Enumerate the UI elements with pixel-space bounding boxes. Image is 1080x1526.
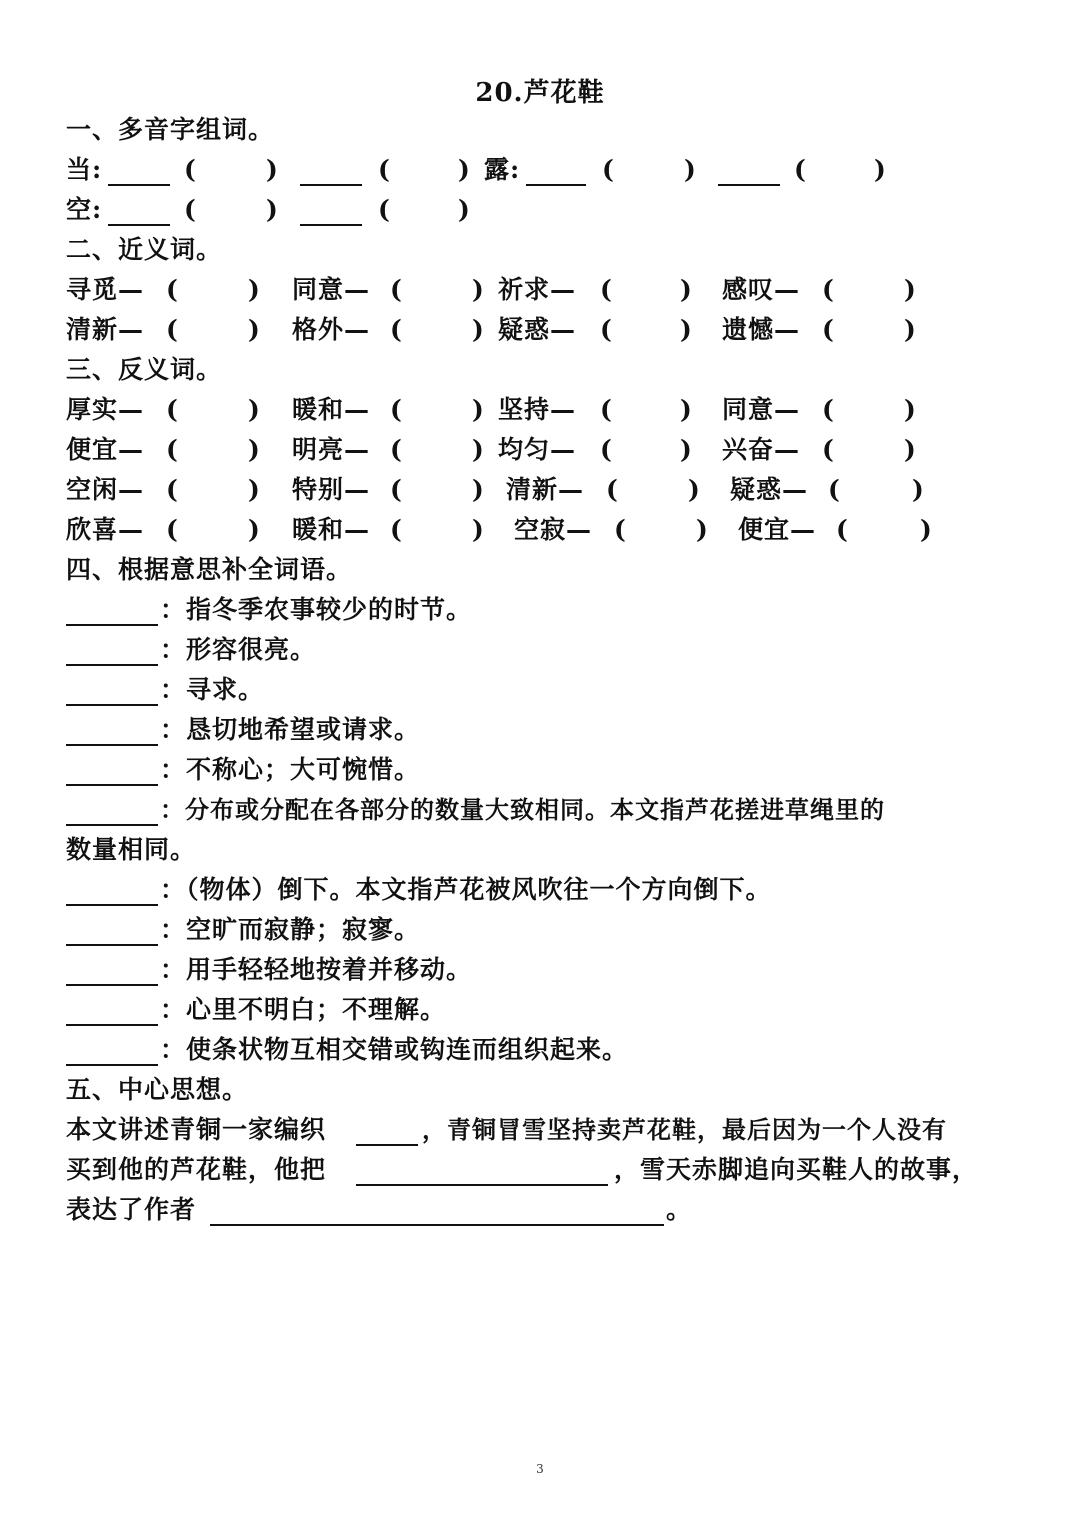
open-paren: ( (166, 515, 179, 544)
synonym-word: 格外— (292, 315, 371, 344)
open-paren: ( (600, 395, 613, 424)
close-paren: ) (684, 155, 697, 184)
answer-blank[interactable] (66, 598, 158, 626)
section-4-heading: 四、根据意思补全词语。 (66, 555, 353, 584)
open-paren: ( (836, 515, 849, 544)
close-paren: ) (904, 435, 917, 464)
close-paren: ) (248, 475, 261, 504)
antonym-word: 厚实— (66, 395, 145, 424)
synonym-word: 疑惑— (498, 315, 577, 344)
antonym-word: 特别— (292, 475, 371, 504)
definition-item (66, 710, 1016, 750)
open-paren: ( (378, 195, 391, 224)
close-paren: ) (458, 155, 471, 184)
answer-blank[interactable] (108, 158, 170, 186)
definition-text: ：不称心；大可惋惜。 (160, 755, 421, 784)
open-paren: ( (166, 475, 179, 504)
close-paren: ) (472, 515, 485, 544)
antonym-word: 坚持— (498, 395, 577, 424)
answer-blank[interactable] (66, 798, 158, 826)
definition-text: ：恳切地希望或请求。 (160, 715, 421, 744)
definition-item (66, 750, 1016, 790)
summary-line-1 (66, 1110, 1016, 1150)
close-paren: ) (248, 315, 261, 344)
answer-blank[interactable] (66, 1038, 158, 1066)
open-paren: ( (822, 315, 835, 344)
antonym-word: 明亮— (292, 435, 371, 464)
answer-blank[interactable] (66, 758, 158, 786)
open-paren: ( (166, 395, 179, 424)
open-paren: ( (390, 275, 403, 304)
antonym-word: 清新— (506, 475, 585, 504)
open-paren: ( (600, 435, 613, 464)
open-paren: ( (822, 275, 835, 304)
synonym-word: 遗憾— (722, 315, 801, 344)
definition-text: ：形容很亮。 (160, 635, 317, 664)
antonym-word: 疑惑— (730, 475, 809, 504)
antonym-word: 同意— (722, 395, 801, 424)
answer-blank[interactable] (66, 958, 158, 986)
open-paren: ( (794, 155, 807, 184)
answer-blank[interactable] (66, 638, 158, 666)
answer-blank[interactable] (66, 998, 158, 1026)
open-paren: ( (822, 435, 835, 464)
definition-item (66, 670, 1016, 710)
definition-item (66, 790, 1016, 830)
definition-item (66, 910, 1016, 950)
definition-item (66, 1030, 1016, 1070)
close-paren: ) (696, 515, 709, 544)
open-paren: ( (166, 435, 179, 464)
antonym-row (66, 390, 1026, 430)
open-paren: ( (390, 395, 403, 424)
section-1-heading: 一、多音字组词。 (66, 115, 275, 144)
summary-text: 本文讲述青铜一家编织 (66, 1115, 327, 1144)
close-paren: ) (248, 515, 261, 544)
answer-blank[interactable] (210, 1198, 664, 1226)
open-paren: ( (166, 275, 179, 304)
close-paren: ) (904, 395, 917, 424)
definition-text: ：空旷而寂静；寂寥。 (160, 915, 421, 944)
polyphone-char-kong: 空: (66, 195, 103, 224)
antonym-word: 均匀— (498, 435, 577, 464)
open-paren: ( (378, 155, 391, 184)
summary-text: 买到他的芦花鞋，他把 (66, 1155, 327, 1184)
open-paren: ( (390, 515, 403, 544)
close-paren: ) (680, 275, 693, 304)
answer-blank[interactable] (356, 1118, 418, 1146)
definition-item (66, 990, 1016, 1030)
summary-line-3 (66, 1190, 1016, 1230)
summary-line-2 (66, 1150, 1016, 1190)
definition-item (66, 630, 1016, 670)
open-paren: ( (166, 315, 179, 344)
definition-text: ：心里不明白；不理解。 (160, 995, 447, 1024)
open-paren: ( (614, 515, 627, 544)
polyphone-char-lu: 露: (484, 155, 521, 184)
open-paren: ( (828, 475, 841, 504)
antonym-word: 便宜— (66, 435, 145, 464)
synonym-row (66, 310, 1026, 350)
answer-blank[interactable] (526, 158, 586, 186)
open-paren: ( (600, 315, 613, 344)
summary-text: ，青铜冒雪坚持卖芦花鞋，最后因为一个人没有 (422, 1115, 947, 1144)
synonym-word: 感叹— (722, 275, 801, 304)
answer-blank[interactable] (66, 678, 158, 706)
definition-item (66, 870, 1016, 910)
antonym-word: 空闲— (66, 475, 145, 504)
section-3-heading: 三、反义词。 (66, 355, 223, 384)
close-paren: ) (920, 515, 933, 544)
synonym-word: 寻觅— (66, 275, 145, 304)
answer-blank[interactable] (300, 158, 362, 186)
section-2-heading: 二、近义词。 (66, 235, 223, 264)
open-paren: ( (390, 315, 403, 344)
answer-blank[interactable] (108, 198, 170, 226)
close-paren: ) (248, 275, 261, 304)
antonym-word: 欣喜— (66, 515, 145, 544)
close-paren: ) (266, 155, 279, 184)
close-paren: ) (472, 315, 485, 344)
answer-blank[interactable] (718, 158, 780, 186)
open-paren: ( (184, 155, 197, 184)
open-paren: ( (184, 195, 197, 224)
close-paren: ) (680, 435, 693, 464)
definition-text: ：使条状物互相交错或钩连而组织起来。 (160, 1035, 629, 1064)
open-paren: ( (602, 155, 615, 184)
definition-text: ：分布或分配在各部分的数量大致相同。本文指芦花搓进草绳里的 (160, 795, 885, 824)
open-paren: ( (606, 475, 619, 504)
close-paren: ) (472, 395, 485, 424)
antonym-word: 空寂— (514, 515, 593, 544)
close-paren: ) (680, 395, 693, 424)
polyphone-row-1 (66, 150, 1026, 190)
polyphone-char-dang: 当: (66, 155, 103, 184)
definition-text: ：寻求。 (160, 675, 265, 704)
close-paren: ) (912, 475, 925, 504)
close-paren: ) (458, 195, 471, 224)
summary-text: 。 (666, 1195, 693, 1224)
synonym-word: 清新— (66, 315, 145, 344)
page-number: 3 (536, 1462, 544, 1476)
open-paren: ( (600, 275, 613, 304)
definition-item (66, 950, 1016, 990)
summary-text: ，雪天赤脚追向买鞋人的故事， (614, 1155, 979, 1184)
close-paren: ) (680, 315, 693, 344)
antonym-row (66, 470, 1026, 510)
synonym-word: 同意— (292, 275, 371, 304)
close-paren: ) (904, 275, 917, 304)
close-paren: ) (472, 475, 485, 504)
close-paren: ) (874, 155, 887, 184)
summary-text: 表达了作者 (66, 1195, 197, 1224)
definition-text: ：指冬季农事较少的时节。 (160, 595, 473, 624)
answer-blank[interactable] (66, 918, 158, 946)
antonym-word: 暖和— (292, 395, 371, 424)
definition-continuation: 数量相同。 (66, 835, 197, 864)
answer-blank[interactable] (66, 718, 158, 746)
antonym-row (66, 430, 1026, 470)
open-paren: ( (390, 475, 403, 504)
page-title: 20.芦花鞋 (475, 78, 605, 108)
answer-blank[interactable] (356, 1158, 608, 1186)
polyphone-row-2 (66, 190, 1026, 230)
close-paren: ) (248, 435, 261, 464)
definition-item (66, 590, 1016, 630)
answer-blank[interactable] (66, 878, 158, 906)
close-paren: ) (248, 395, 261, 424)
synonym-word: 祈求— (498, 275, 577, 304)
section-5-heading: 五、中心思想。 (66, 1075, 249, 1104)
antonym-word: 暖和— (292, 515, 371, 544)
close-paren: ) (904, 315, 917, 344)
close-paren: ) (472, 435, 485, 464)
answer-blank[interactable] (300, 198, 362, 226)
definition-text: ：用手轻轻地按着并移动。 (160, 955, 473, 984)
close-paren: ) (266, 195, 279, 224)
open-paren: ( (822, 395, 835, 424)
open-paren: ( (390, 435, 403, 464)
antonym-word: 兴奋— (722, 435, 801, 464)
definition-text: ：（物体）倒下。本文指芦花被风吹往一个方向倒下。 (160, 875, 772, 904)
antonym-word: 便宜— (738, 515, 817, 544)
close-paren: ) (472, 275, 485, 304)
close-paren: ) (688, 475, 701, 504)
synonym-row (66, 270, 1026, 310)
antonym-row (66, 510, 1026, 550)
